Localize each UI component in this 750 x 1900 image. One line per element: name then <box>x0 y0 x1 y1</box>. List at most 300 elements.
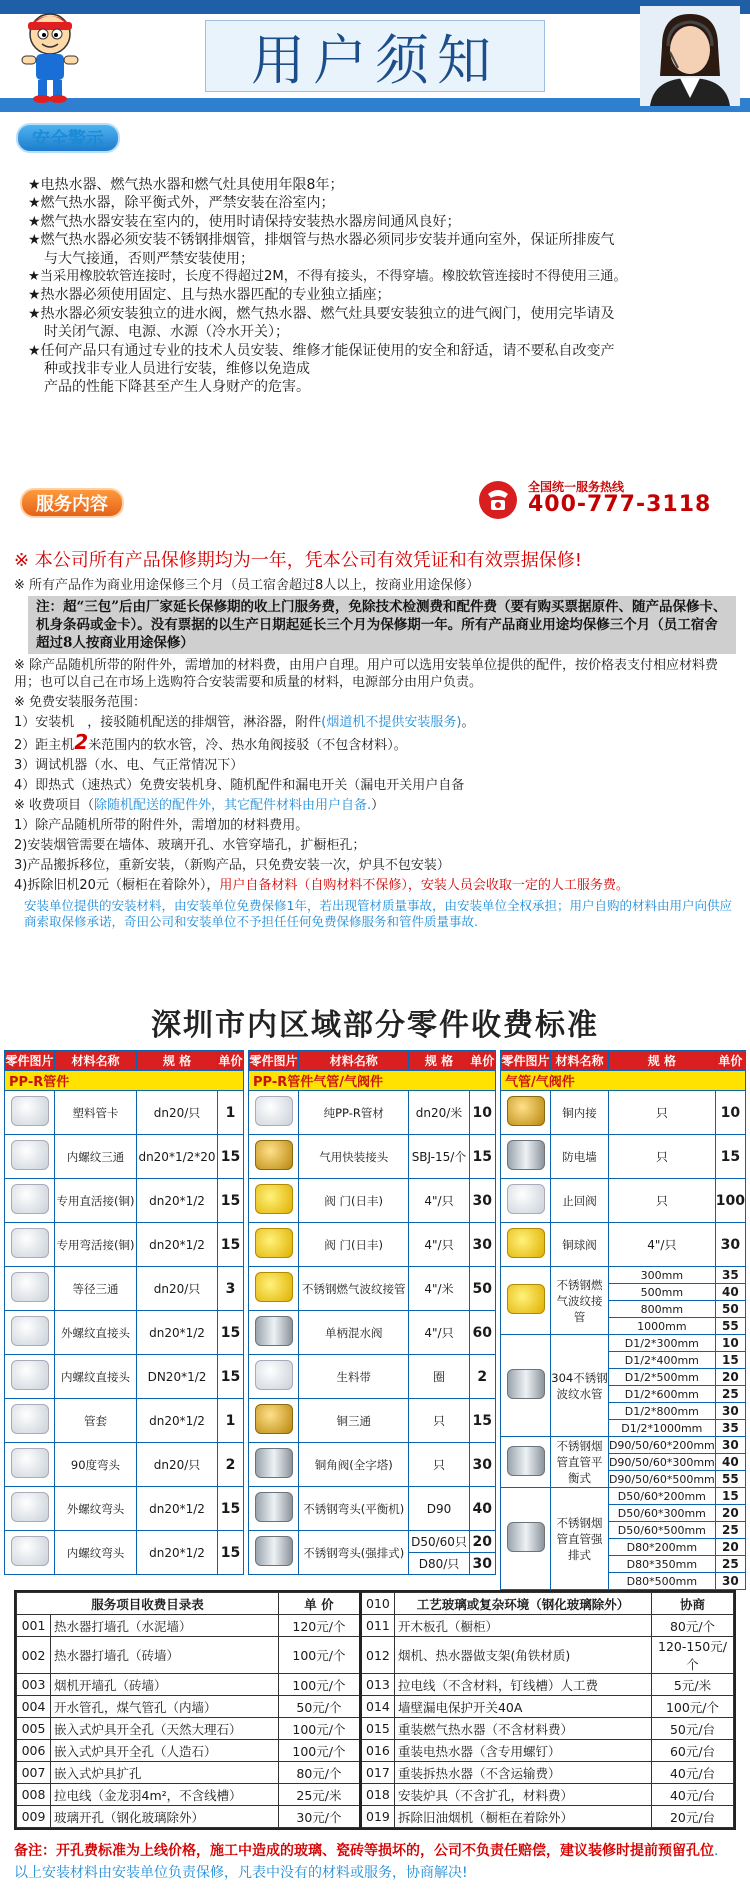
part-spec: DN20*1/2 <box>136 1355 217 1399</box>
charge-title-end: ） <box>371 798 385 813</box>
col-header-name: 材料名称 <box>55 1051 137 1071</box>
fee-rows <box>17 1615 734 1828</box>
part-spec: 800mm <box>608 1301 715 1318</box>
part-row <box>5 1355 244 1399</box>
fee-price: 80元/个 <box>652 1615 734 1637</box>
part-image-cell <box>5 1355 55 1399</box>
part-price: 10 <box>469 1091 495 1135</box>
fee-price: 100元/个 <box>652 1696 734 1718</box>
part-row <box>5 1267 244 1311</box>
safety-item: ★当采用橡胶软管连接时，长度不得超过2M，不得有接头，不得穿墙。橡胶软管连接时不得使用三通。 <box>28 269 627 285</box>
inner-thread-icon <box>11 1360 49 1390</box>
part-name: 不锈钢弯头(强排式) <box>299 1531 409 1575</box>
part-row <box>5 1531 244 1575</box>
remark-red: 备注：开孔费标准为上线价格，施工中造成的玻璃、瓷砖等损坏的，公司不负责任赔偿，建议装修时提前预留孔位 <box>14 1843 714 1859</box>
part-price: 50 <box>469 1267 495 1311</box>
part-price: 1 <box>218 1399 244 1443</box>
fee-number: 014 <box>360 1696 394 1718</box>
fee-number: 019 <box>360 1806 394 1828</box>
part-name: 90度弯头 <box>55 1443 137 1487</box>
fee-price: 50元/个 <box>278 1696 360 1718</box>
hotline <box>478 476 736 528</box>
fee-number: 006 <box>17 1740 51 1762</box>
part-price: 30 <box>469 1443 495 1487</box>
safety-item: ★燃气热水器安装在室内的，使用时请保持安装热水器房间通风良好； <box>28 213 461 230</box>
free-item-3: 3）调试机器（水、电、气正常情况下） <box>14 758 244 773</box>
service-agent-icon <box>640 6 740 106</box>
charge-item-3: 3)产品搬拆移位，重新安装，（新购产品，只免费安装一次，炉具不包安装） <box>14 858 450 873</box>
part-spec: D50/60*300mm <box>608 1505 715 1522</box>
part-spec: 只 <box>608 1091 715 1135</box>
part-price: 30 <box>715 1437 745 1454</box>
part-spec: dn20/只 <box>136 1443 217 1487</box>
part-row <box>249 1179 496 1223</box>
part-name: 不锈钢燃气波纹接管 <box>299 1267 409 1311</box>
material-note: ※ 除产品随机所带的附件外，需增加的材料费，由用户自理。用户可以选用安装单位提供的配件，按价格表支付相应材料费用；也可以自己在市场上选购符合安装需要和质量的材料，电源部分由用户负责。 <box>14 658 719 690</box>
safety-list <box>14 176 736 397</box>
part-name: 内螺纹弯头 <box>55 1531 137 1575</box>
fee-item: 嵌入式炉具开全孔（人造石） <box>51 1740 279 1762</box>
col-header-price: 单价 <box>715 1051 745 1071</box>
part-image-cell <box>501 1179 551 1223</box>
part-spec: D1/2*400mm <box>608 1352 715 1369</box>
charge-item-1: 1）除产品随机所带的附件外，需增加的材料费用。 <box>14 818 309 833</box>
part-image-cell <box>5 1311 55 1355</box>
part-price: 40 <box>469 1487 495 1531</box>
col-header-image: 零件图片 <box>249 1051 299 1071</box>
part-row <box>249 1399 496 1443</box>
warranty-headline: ※ 本公司所有产品保修期均为一年，凭本公司有效凭证和有效票据保修! <box>14 550 583 571</box>
part-spec: D1/2*600mm <box>608 1386 715 1403</box>
part-row <box>249 1267 496 1311</box>
part-name: 阀 门(日丰) <box>299 1179 409 1223</box>
safety-item: 时关闭气源、电源、水源（冷水开关）； <box>44 324 289 341</box>
fee-item: 热水器打墙孔（砖墙） <box>51 1637 279 1674</box>
part-name: 铜内接 <box>551 1091 609 1135</box>
forced-flue-icon <box>507 1522 545 1552</box>
gas-hose-icon <box>507 1284 545 1314</box>
fee-item: 拉电线（金龙羽4m²，不含线槽） <box>51 1784 279 1806</box>
part-row <box>501 1179 746 1223</box>
part-image-cell <box>249 1531 299 1575</box>
part-price: 30 <box>715 1223 745 1267</box>
safety-item: 产品的性能下降甚至产生人身财产的危害。 <box>44 379 310 396</box>
mascot-icon <box>14 8 86 104</box>
part-image-cell <box>501 1135 551 1179</box>
free-item-1-note: (烟道机不提供安装服务) <box>321 715 462 730</box>
part-price: 40 <box>715 1454 745 1471</box>
part-price: 15 <box>715 1135 745 1179</box>
part-price: 15 <box>218 1531 244 1575</box>
fee-number: 017 <box>360 1762 394 1784</box>
part-image-cell <box>5 1399 55 1443</box>
hotline-number[interactable]: 400-777-3118 <box>528 492 712 517</box>
part-spec: D80*200mm <box>608 1539 715 1556</box>
part-row <box>5 1399 244 1443</box>
part-spec: dn20/只 <box>136 1091 217 1135</box>
part-image-cell <box>5 1443 55 1487</box>
water-hose-icon <box>507 1369 545 1399</box>
pipe-clip-icon <box>11 1096 49 1126</box>
part-row <box>501 1267 746 1284</box>
phone-icon <box>478 480 518 520</box>
inner-elbow-icon <box>11 1536 49 1566</box>
part-spec: 500mm <box>608 1284 715 1301</box>
fee-row <box>17 1615 734 1637</box>
part-spec: D1/2*800mm <box>608 1403 715 1420</box>
part-spec: D50/60*500mm <box>608 1522 715 1539</box>
part-name: 不锈钢烟管直管平衡式 <box>551 1437 609 1488</box>
fee-item: 拆除旧油烟机（橱柜在着除外） <box>394 1806 651 1828</box>
part-image-cell <box>249 1135 299 1179</box>
fee-row <box>17 1696 734 1718</box>
part-price: 2 <box>469 1355 495 1399</box>
part-name: 内螺纹三通 <box>55 1135 137 1179</box>
fee-row <box>17 1762 734 1784</box>
fee-price: 40元/台 <box>652 1762 734 1784</box>
part-price: 100 <box>715 1179 745 1223</box>
fee-row <box>17 1674 734 1696</box>
part-price: 2 <box>218 1443 244 1487</box>
fee-price: 50元/台 <box>652 1718 734 1740</box>
part-price: 20 <box>715 1539 745 1556</box>
safety-item: 与大气接通，否则严禁安装使用； <box>44 250 254 267</box>
part-row <box>249 1091 496 1135</box>
fee-item: 开木板孔（橱柜） <box>394 1615 651 1637</box>
part-image-cell <box>249 1487 299 1531</box>
part-price: 3 <box>218 1267 244 1311</box>
fee-number: 009 <box>17 1806 51 1828</box>
free-item-2-rest: 米范围内的软水管，冷、热水角阀接驳（不包含材料）。 <box>88 738 407 753</box>
part-image-cell <box>5 1091 55 1135</box>
part-spec: D50/60*200mm <box>608 1488 715 1505</box>
free-item-1-text: 1）安装机 ，接驳随机配送的排烟管，淋浴器，附件 <box>14 715 322 730</box>
part-spec: D90/50/60*300mm <box>608 1455 715 1469</box>
copper-tee-icon <box>255 1404 293 1434</box>
fee-row <box>17 1718 734 1740</box>
fee-row <box>17 1806 734 1828</box>
charge-item-4-text: 4)拆除旧机20元（橱柜在着除外）， <box>14 878 220 893</box>
outer-elbow-icon <box>11 1492 49 1522</box>
fee-number: 002 <box>17 1637 51 1674</box>
charge-item-4 <box>14 877 736 894</box>
ppr-pipe-icon <box>255 1096 293 1126</box>
gas-valve-rows <box>501 1091 746 1590</box>
anti-wind-icon <box>507 1140 545 1170</box>
part-price: 15 <box>218 1223 244 1267</box>
fee-item: 重装电热水器（含专用螺钉） <box>394 1740 651 1762</box>
part-image-cell <box>249 1443 299 1487</box>
part-spec: dn20*1/2 <box>136 1399 217 1443</box>
warranty-note-box: 注：超“三包”后由厂家延长保修期的收上门服务费，免除技术检测费和配件费（要有购买票据原件、随产品保修卡、机身条码或金卡）。没有票据的以生产日期起延长三个月为保修期一年。所有产品商业用途均保修三个月（员工宿舍超过8人按商业用途保修） <box>28 596 736 654</box>
part-spec: D90/50/60*200mm <box>608 1438 715 1452</box>
part-spec: D90/50/60*500mm <box>608 1472 715 1486</box>
part-spec: dn20*1/2 <box>136 1179 217 1223</box>
free-item-1 <box>14 714 736 731</box>
part-price: 15 <box>218 1179 244 1223</box>
charge-title-note: 除随机配送的配件外，其它配件材料由用户自备. <box>94 798 372 813</box>
straight-fitting-icon <box>11 1184 49 1214</box>
part-image-cell <box>5 1223 55 1267</box>
service-tag: 服务内容 <box>20 488 124 518</box>
part-name: 塑料管卡 <box>55 1091 137 1135</box>
free-item-2-text: 2）距主机 <box>14 738 75 753</box>
part-name: 内螺纹直接头 <box>55 1355 137 1399</box>
part-image-cell <box>501 1267 551 1335</box>
part-image-cell <box>501 1488 551 1590</box>
elbow-90-icon <box>11 1448 49 1478</box>
part-price: 15 <box>218 1355 244 1399</box>
fee-price: 120元/个 <box>278 1615 360 1637</box>
free-scope-title: ※ 免费安装服务范围： <box>14 695 147 710</box>
part-name: 单柄混水阀 <box>299 1311 409 1355</box>
part-price: 30 <box>715 1403 745 1420</box>
part-image-cell <box>501 1335 551 1437</box>
fee-item: 重装拆热水器（不含运输费） <box>394 1762 651 1784</box>
part-price: 55 <box>715 1318 745 1335</box>
quick-connector-icon <box>255 1140 293 1170</box>
material-warranty-note: 安装单位提供的安装材料，由安装单位免费保修1年，若出现管材质量事故，由安装单位全权承担；用户自购的材料由用户向供应商索取保修承诺，奇田公司和安装单位不予担任任何免费保修服务和管件质量事故. <box>24 898 732 929</box>
part-row <box>501 1091 746 1135</box>
part-price: 25 <box>715 1522 745 1539</box>
free-item-2-number: 2 <box>74 730 89 754</box>
part-name: 专用弯活接(铜) <box>55 1223 137 1267</box>
tee-fitting-icon <box>11 1140 49 1170</box>
part-price: 15 <box>218 1135 244 1179</box>
fee-row <box>17 1740 734 1762</box>
part-row <box>249 1443 496 1487</box>
safety-item: ★任何产品只有通过专业的技术人员安装、维修才能保证使用的安全和舒适，请不要私自改变产 <box>28 342 615 359</box>
part-row <box>5 1487 244 1531</box>
fee-item: 烟机、热水器做支架(角铁材质) <box>394 1637 651 1674</box>
part-spec: 4"/只 <box>409 1311 469 1355</box>
part-image-cell <box>5 1487 55 1531</box>
equal-tee-icon <box>11 1272 49 1302</box>
fee-price: 5元/米 <box>652 1674 734 1696</box>
part-price: 30 <box>469 1223 495 1267</box>
col-header-spec: 规 格 <box>136 1051 217 1071</box>
fee-item: 玻璃开孔（钢化玻璃除外） <box>51 1806 279 1828</box>
part-row <box>249 1135 496 1179</box>
category-label: 气管/气阀件 <box>501 1071 746 1091</box>
mixing-valve-icon <box>255 1316 293 1346</box>
fee-price: 40元/台 <box>652 1784 734 1806</box>
hotline-label: 全国统一服务热线 <box>528 480 625 494</box>
part-price: 15 <box>469 1399 495 1443</box>
steel-elbow-icon <box>255 1492 293 1522</box>
part-price: 10 <box>715 1335 745 1352</box>
part-name: 阀 门(日丰) <box>299 1223 409 1267</box>
sleeve-icon <box>11 1404 49 1434</box>
header-band-top <box>0 0 750 14</box>
elbow-fitting-icon <box>11 1228 49 1258</box>
page-title-box <box>205 20 545 92</box>
charge-title <box>14 797 736 814</box>
part-image-cell <box>249 1091 299 1135</box>
balanced-flue-icon <box>507 1446 545 1476</box>
parts-table-gas-pipe <box>248 1050 496 1575</box>
part-row <box>5 1179 244 1223</box>
part-name: 铜球阀 <box>551 1223 609 1267</box>
safety-item: ★燃气热水器，除平衡式外，严禁安装在浴室内； <box>28 195 335 212</box>
part-spec: 1000mm <box>608 1318 715 1335</box>
fee-header-left-price: 单 价 <box>278 1593 360 1615</box>
safety-item: 种或找非专业人员进行安装，维修以免造成 <box>44 361 310 378</box>
fee-header-left: 服务项目收费目录表 <box>17 1593 279 1615</box>
part-row <box>5 1135 244 1179</box>
corrugated-pipe-icon <box>255 1272 293 1302</box>
part-name: 不锈钢燃气波纹接管 <box>551 1267 609 1335</box>
outer-thread-icon <box>11 1316 49 1346</box>
fee-item: 嵌入式炉具开全孔（天然大理石） <box>51 1718 279 1740</box>
part-image-cell <box>501 1437 551 1488</box>
part-spec: D1/2*300mm <box>608 1335 715 1352</box>
safety-item: ★电热水器、燃气热水器和燃气灶具使用年限8年； <box>28 177 344 193</box>
part-row <box>5 1091 244 1135</box>
part-row <box>5 1223 244 1267</box>
remark-blue: ．以上安装材料由安装单位负责保修，凡表中没有的材料或服务，协商解决! <box>14 1843 728 1881</box>
part-price: 35 <box>715 1420 745 1437</box>
part-spec: 4"/只 <box>409 1223 469 1267</box>
part-price: 20 <box>715 1369 745 1386</box>
part-spec: 只 <box>409 1399 469 1443</box>
charge-item-2: 2)安装烟管需要在墙体、玻璃开孔、水管穿墙孔，扩橱柜孔； <box>14 838 366 853</box>
part-row <box>249 1311 496 1355</box>
part-row <box>501 1135 746 1179</box>
fee-number: 008 <box>17 1784 51 1806</box>
part-row <box>501 1335 746 1352</box>
part-image-cell <box>501 1223 551 1267</box>
part-name: 铜角阀(全字塔) <box>299 1443 409 1487</box>
col-header-spec: 规 格 <box>608 1051 715 1071</box>
fee-item: 安装炉具（不含扩孔，材料费） <box>394 1784 651 1806</box>
fee-number: 003 <box>17 1674 51 1696</box>
part-spec: 只 <box>608 1135 715 1179</box>
part-spec: 300mm <box>608 1267 715 1284</box>
part-name: 不锈钢烟管直管强排式 <box>551 1488 609 1590</box>
part-row <box>501 1223 746 1267</box>
part-spec: D50/60只 <box>409 1531 469 1553</box>
check-valve-icon <box>507 1184 545 1214</box>
category-label: PP-R管件气管/气阀件 <box>249 1071 496 1091</box>
part-image-cell <box>501 1091 551 1135</box>
part-name: 纯PP-R管材 <box>299 1091 409 1135</box>
fee-number: 004 <box>17 1696 51 1718</box>
remark <box>14 1840 736 1884</box>
part-image-cell <box>249 1399 299 1443</box>
part-spec: D1/2*500mm <box>608 1369 715 1386</box>
charge-item-4-note: 用户自备材料（自购材料不保修），安装人员会收取一定的人工服务费。 <box>219 878 629 893</box>
part-spec: SBJ-15/个 <box>409 1135 469 1179</box>
part-name: 外螺纹直接头 <box>55 1311 137 1355</box>
part-image-cell <box>249 1355 299 1399</box>
fee-price: 120-150元/个 <box>652 1637 734 1674</box>
fee-price: 100元/个 <box>278 1674 360 1696</box>
fee-number: 005 <box>17 1718 51 1740</box>
fee-row <box>17 1637 734 1674</box>
fee-number: 012 <box>360 1637 394 1674</box>
col-header-name: 材料名称 <box>299 1051 409 1071</box>
fee-price: 60元/台 <box>652 1740 734 1762</box>
part-spec: D80*350mm <box>608 1556 715 1573</box>
safety-item: ★燃气热水器必须安装不锈钢排烟管，排烟管与热水器必须同步安装并通向室外，保证所排废气 <box>28 232 615 249</box>
part-name: 等径三通 <box>55 1267 137 1311</box>
free-item-2 <box>14 730 736 754</box>
fee-header-right: 工艺玻璃或复杂环境（钢化玻璃除外） <box>394 1593 651 1615</box>
part-row <box>249 1531 496 1553</box>
part-name: 专用直活接(铜) <box>55 1179 137 1223</box>
fee-item: 墙壁漏电保护开关40A <box>394 1696 651 1718</box>
safety-item: ★热水器必须安装独立的进水阀，燃气热水器、燃气灶具要安装独立的进气阀门，使用完毕请及 <box>28 305 615 322</box>
part-spec: 圈 <box>409 1355 469 1399</box>
part-price: 30 <box>469 1179 495 1223</box>
part-row <box>501 1437 746 1454</box>
part-price: 1 <box>218 1091 244 1135</box>
part-price: 15 <box>218 1311 244 1355</box>
col-header-image: 零件图片 <box>501 1051 551 1071</box>
charge-title-text: ※ 收费项目（ <box>14 798 95 813</box>
free-item-1-end: 。 <box>461 715 475 730</box>
category-label: PP-R管件 <box>5 1071 244 1091</box>
part-price: 35 <box>715 1267 745 1284</box>
tape-icon <box>255 1360 293 1390</box>
part-price: 10 <box>715 1091 745 1135</box>
part-spec: 只 <box>409 1443 469 1487</box>
fee-number: 018 <box>360 1784 394 1806</box>
angle-valve-icon <box>255 1448 293 1478</box>
part-image-cell <box>5 1135 55 1179</box>
part-image-cell <box>249 1223 299 1267</box>
part-row <box>5 1443 244 1487</box>
part-image-cell <box>5 1267 55 1311</box>
header-band-bottom <box>0 98 750 112</box>
part-name: 不锈钢弯头(平衡机) <box>299 1487 409 1531</box>
fee-item: 开水管孔，煤气管孔（内墙） <box>51 1696 279 1718</box>
part-price: 20 <box>715 1505 745 1522</box>
part-price: 60 <box>469 1311 495 1355</box>
fee-item: 热水器打墙孔（水泥墙） <box>51 1615 279 1637</box>
fee-table <box>14 1590 736 1830</box>
part-name: 气用快装接头 <box>299 1135 409 1179</box>
part-price: 40 <box>715 1284 745 1301</box>
fee-price: 30元/个 <box>278 1806 360 1828</box>
part-name: 管套 <box>55 1399 137 1443</box>
part-image-cell <box>249 1179 299 1223</box>
safety-tag: 安全警示 <box>16 123 120 153</box>
col-header-spec: 规 格 <box>409 1051 469 1071</box>
parts-title: 深圳市内区域部分零件收费标准 <box>151 1008 599 1043</box>
part-spec: 只 <box>608 1179 715 1223</box>
col-header-price: 单价 <box>469 1051 495 1071</box>
part-row <box>249 1487 496 1531</box>
part-price: 30 <box>469 1553 495 1575</box>
fee-item: 烟机开墙孔（砖墙） <box>51 1674 279 1696</box>
part-spec: D90 <box>409 1487 469 1531</box>
part-spec: dn20/只 <box>136 1267 217 1311</box>
part-row <box>249 1223 496 1267</box>
copper-joint-icon <box>507 1096 545 1126</box>
part-price: 15 <box>218 1487 244 1531</box>
fee-header-right-price: 协商 <box>652 1593 734 1615</box>
fee-number: 016 <box>360 1740 394 1762</box>
steel-elbow-icon <box>255 1536 293 1566</box>
part-row <box>249 1355 496 1399</box>
part-spec: D80/只 <box>409 1553 469 1575</box>
part-name: 304不锈钢波纹水管 <box>551 1335 609 1437</box>
part-spec: dn20*1/2 <box>136 1487 217 1531</box>
fee-price: 80元/个 <box>278 1762 360 1784</box>
fee-number: 011 <box>360 1615 394 1637</box>
